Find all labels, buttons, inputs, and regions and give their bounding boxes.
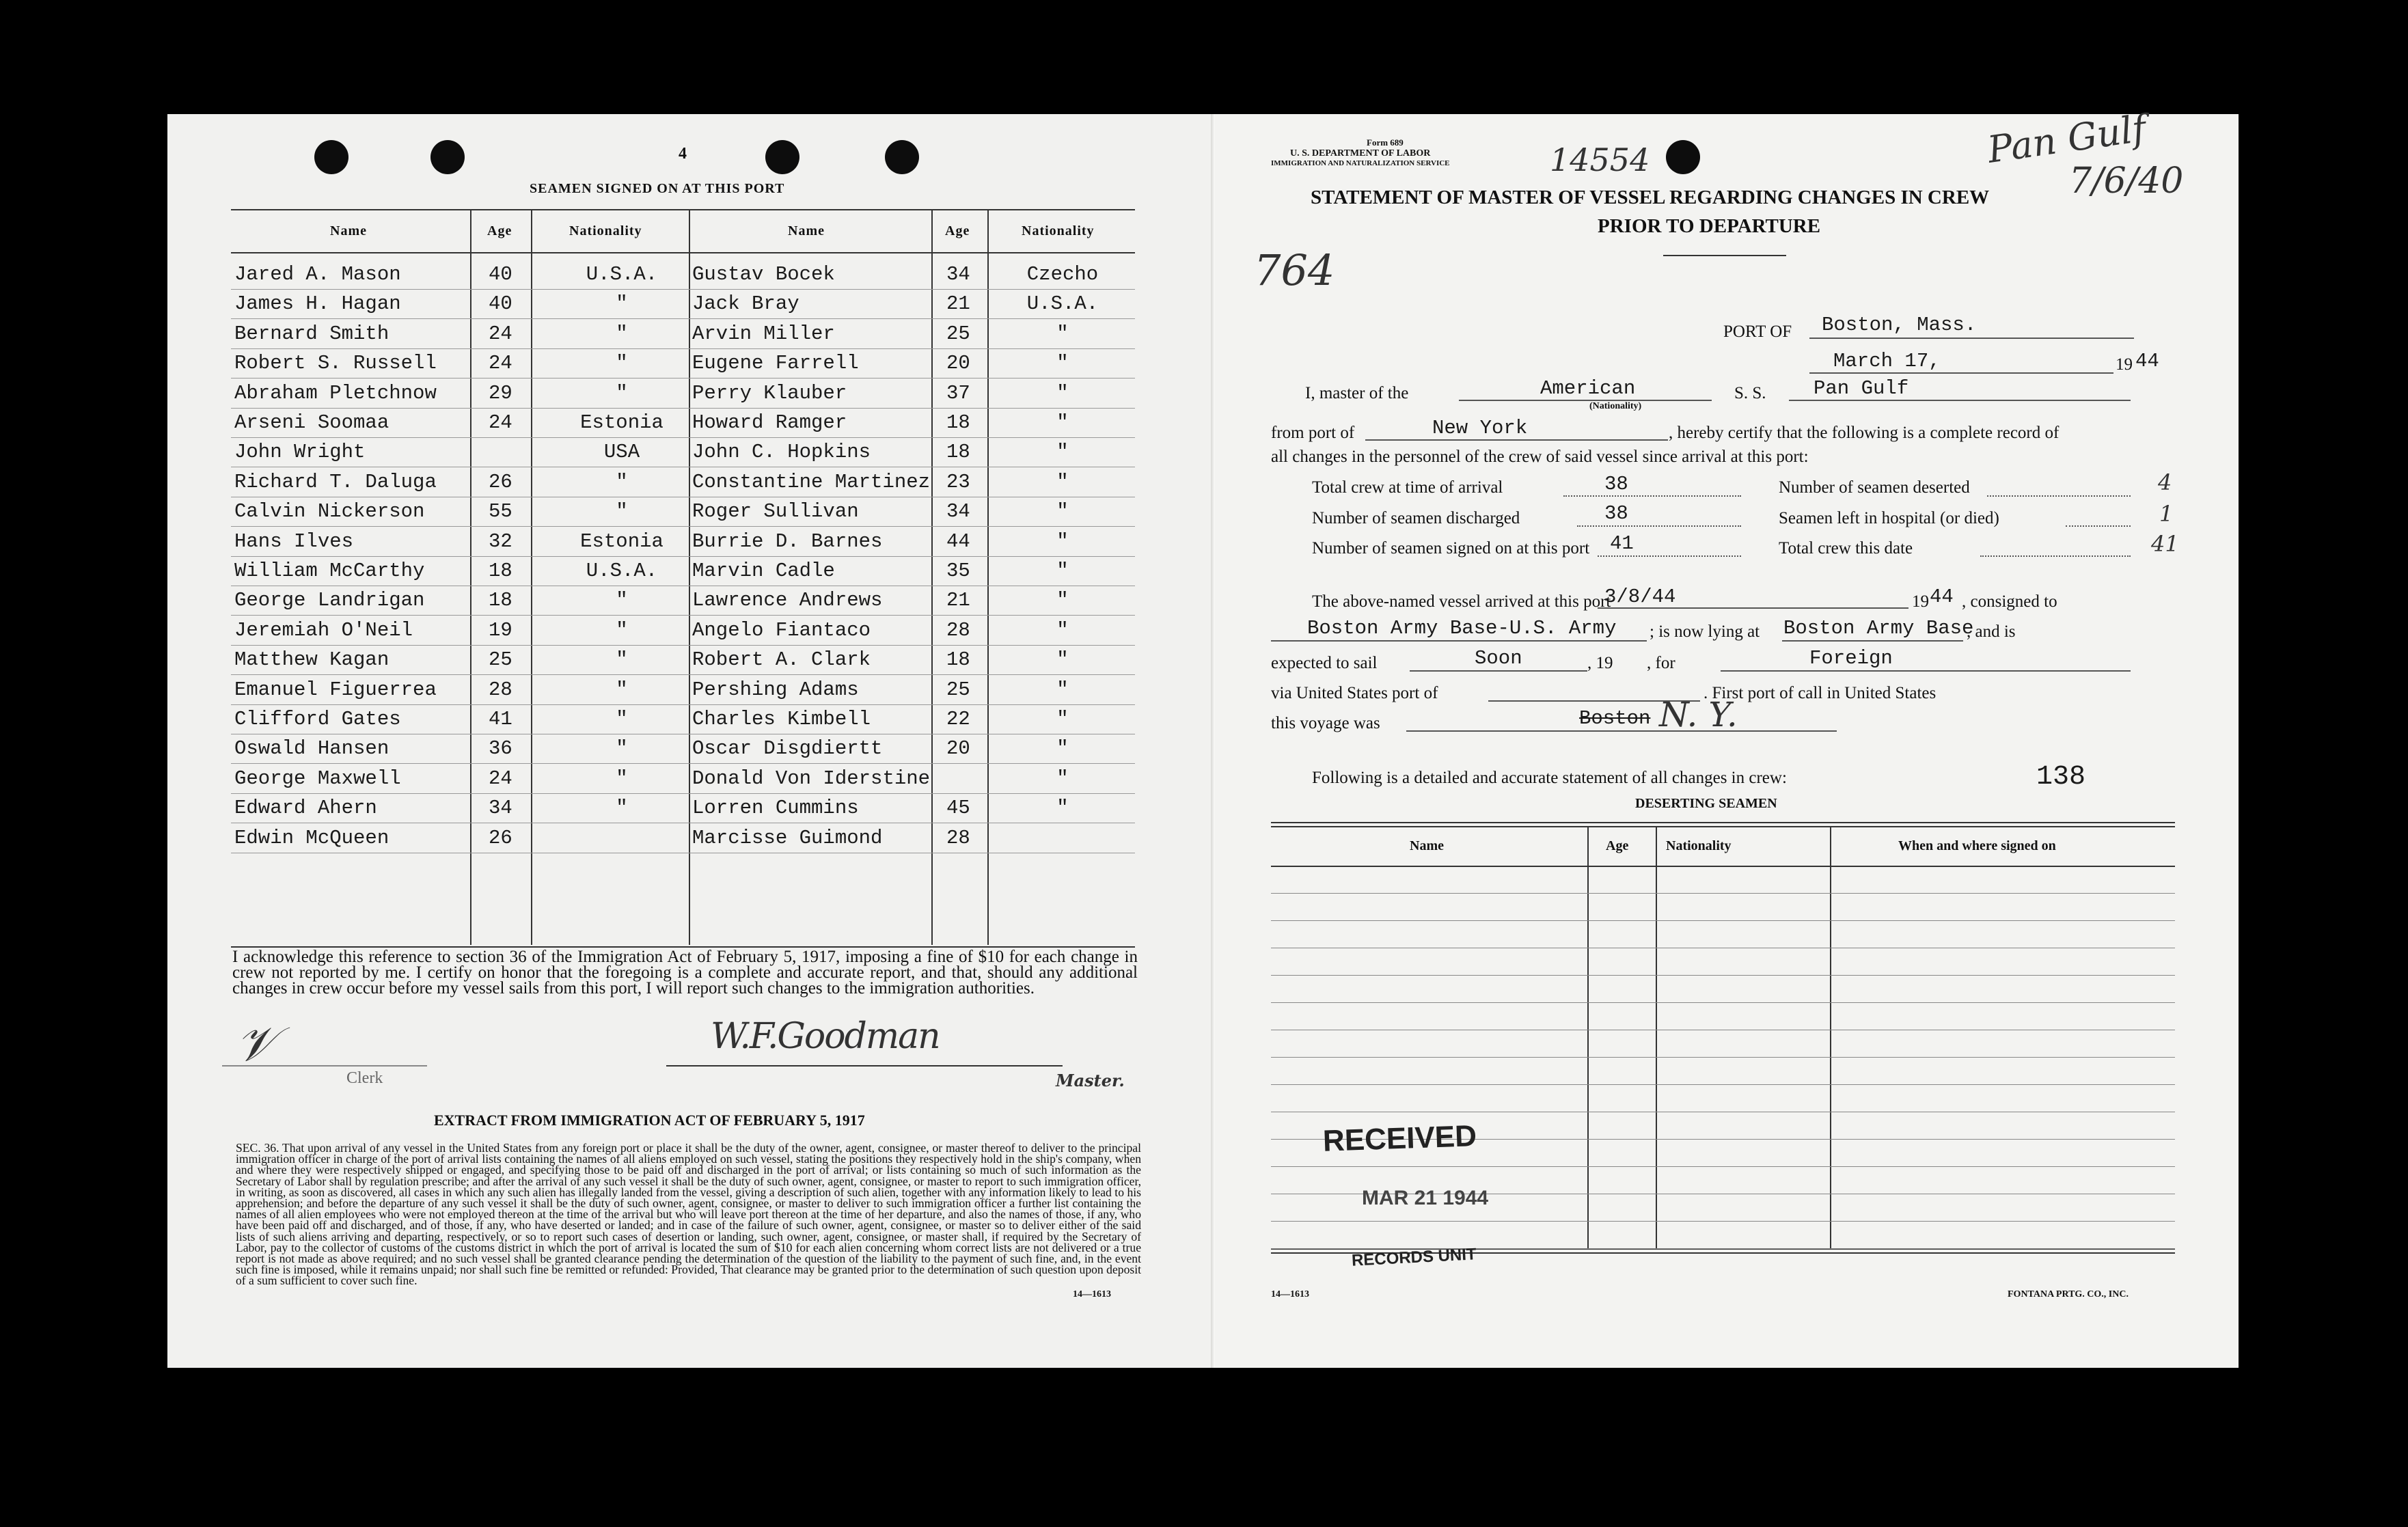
for-value: Foreign <box>1809 647 1893 670</box>
punch-hole <box>430 140 465 174</box>
master-label: Master. <box>1056 1071 1125 1090</box>
crew-name: Richard T. Daluga <box>234 470 437 493</box>
crew-age: 21 <box>946 292 970 316</box>
master-signature: W.F.Goodman <box>711 1016 940 1057</box>
crew-name: Eugene Farrell <box>692 352 859 375</box>
crew-age: 34 <box>946 500 970 523</box>
punch-hole <box>1666 140 1700 174</box>
crew-age: 40 <box>489 263 512 286</box>
crew-age: 34 <box>489 797 512 820</box>
crew-nationality: " <box>1056 618 1069 642</box>
desert-column-header: Nationality <box>1666 838 1732 853</box>
crew-name: Roger Sullivan <box>692 500 859 523</box>
clerk-label: Clerk <box>346 1069 383 1087</box>
crew-age: 28 <box>946 826 970 849</box>
crew-age: 55 <box>489 500 512 523</box>
crew-nationality: " <box>1056 470 1069 493</box>
voyage-label: this voyage was <box>1271 714 1380 732</box>
crew-name: Marcisse Guimond <box>692 826 883 849</box>
acknowledgement-text: I acknowledge this reference to section 36 of the Immigration Act of February 5, 1917, imposing a fine of $10 for each change in crew not reported by me. I certify on honor that the foregoing is a complete and accurate report, and that, should any additional changes in crew occur before my vessel sails from this port, I will report such changes to the immigration authorities. <box>232 948 1138 998</box>
desert-column-header: Name <box>1410 838 1444 853</box>
crew-name: Perry Klauber <box>692 381 847 404</box>
voyage-hand: N. Y. <box>1659 695 1738 734</box>
crew-nationality: " <box>1056 708 1069 730</box>
crew-name: Oswald Hansen <box>234 737 389 760</box>
crew-nationality: " <box>616 292 628 316</box>
crew-name: Edwin McQueen <box>234 826 389 849</box>
crew-age: 40 <box>489 292 512 316</box>
crew-nationality: " <box>1056 560 1069 582</box>
stat-total-arrival: 38 <box>1604 473 1628 495</box>
stamp-date: MAR 21 1944 <box>1362 1187 1489 1209</box>
crew-nationality: USA <box>603 441 640 464</box>
and-is-label: , and is <box>1967 622 2016 641</box>
crew-name: Robert A. Clark <box>692 648 871 672</box>
crew-name: Lawrence Andrews <box>692 589 883 612</box>
crew-age: 35 <box>946 560 970 582</box>
year-value: 44 <box>2135 350 2159 372</box>
crew-name: Matthew Kagan <box>234 648 389 672</box>
crew-nationality: " <box>616 589 628 612</box>
deserting-title: DESERTING SEAMEN <box>1635 796 1777 811</box>
crew-name: Howard Ramger <box>692 411 847 434</box>
crew-name: Jack Bray <box>692 292 799 316</box>
crew-nationality: " <box>616 737 628 760</box>
crew-age: 24 <box>489 352 512 375</box>
consignee: Boston Army Base-U.S. Army <box>1307 617 1617 639</box>
crew-nationality: " <box>1056 411 1069 434</box>
footer-left: 14—1613 <box>1271 1289 1309 1299</box>
crew-nationality: " <box>616 470 628 493</box>
arrived-label: The above-named vessel arrived at this port <box>1312 592 1611 611</box>
footer-right: FONTANA PRTG. CO., INC. <box>2008 1289 2129 1299</box>
right-page <box>1215 107 2239 1368</box>
section-title: SEAMEN SIGNED ON AT THIS PORT <box>530 181 785 196</box>
sail-value: Soon <box>1475 647 1522 670</box>
file-number: 14554 <box>1550 141 1650 178</box>
crew-name: Marvin Cadle <box>692 560 835 582</box>
column-header: Name <box>330 223 367 238</box>
crew-age: 22 <box>946 708 970 730</box>
extract-text: SEC. 36. That upon arrival of any vessel in the United States from any foreign port or place it shall be the duty of the owner, agent, consignee, or master thereof to deliver to the principal immigration officer in charge of the port of arrival lists containing the names of all aliens employed on such vessel, stating the positions they respectively hold in the ship's company, when and where they were respectively shipped or engaged, and specifying those to be paid off and discharged in the port of arrival; or lists containing so much of such information as the Secretary of Labor shall by regulation prescribe; and after the arrival of any such vessel it shall be the duty of such owner, agent, consignee, or master to report to such immigration officer, in writing, as soon as discovered, all cases in which any such alien has illegally landed from the vessel, giving a description of such alien, together with any information likely to lead to his apprehension; and before the departure of any such vessel it shall be the duty of such owner, agent, consignee, or master to deliver to such immigration officer a further list containing the names of all alien employees who were not employed thereon at the time of the arrival but who will leave port thereon at the time of her departure, and also the names of those, if any, who have been paid off and discharged, and of those, if any, who have deserted or landed; and in case of the failure of such owner, agent, consignee, or master so to deliver either of the said lists of such aliens arriving and departing, respectively, or so to report such cases of desertion or landing, such owner, agent, consignee, or master shall, if required by the Secretary of Labor, pay to the collector of customs of the customs district in which the port of arrival is located the sum of $10 for each alien concerning whom correct lists are not delivered or a true report is not made as above required; and no such vessel shall be granted clearance pending the determination of the question of the liability to the payment of such fine, and, in the event such fine is imposed, while it remains unpaid; nor shall such fine be remitted or refunded: Provided, That clearance may be granted prior to the determination of such question upon deposit of a sum sufficient to cover such fine. <box>236 1141 1141 1288</box>
crew-age: 18 <box>489 589 512 612</box>
crew-nationality: " <box>1056 797 1069 820</box>
crew-name: Lorren Cummins <box>692 797 859 820</box>
crew-nationality: " <box>1056 322 1069 345</box>
year-prefix: 19 <box>2116 355 2133 374</box>
crew-name: Oscar Disgdiertt <box>692 737 883 760</box>
crew-nationality: " <box>1056 767 1069 790</box>
crew-name: Calvin Nickerson <box>234 500 425 523</box>
crew-name: Edward Ahern <box>234 797 377 820</box>
crew-nationality: " <box>1056 352 1069 375</box>
crew-age: 21 <box>946 589 970 612</box>
form-code: 14—1613 <box>1073 1289 1111 1299</box>
crew-nationality: " <box>616 708 628 730</box>
punch-hole <box>765 140 799 174</box>
first-port-label: . First port of call in United States <box>1704 684 1937 702</box>
lying-at: Boston Army Base <box>1783 617 1974 639</box>
crew-age: 28 <box>489 678 512 701</box>
stat-hospital: 1 <box>2159 501 2174 527</box>
crew-name: John C. Hopkins <box>692 441 871 464</box>
crew-nationality: U.S.A. <box>1026 292 1099 316</box>
desert-column-header: When and where signed on <box>1898 838 2056 853</box>
arrived-year: 44 <box>1930 586 1954 608</box>
column-header: Name <box>788 223 825 238</box>
crew-age: 25 <box>946 322 970 345</box>
crew-age: 23 <box>946 470 970 493</box>
crew-age: 36 <box>489 737 512 760</box>
sail-year-prefix: , 19 <box>1587 654 1613 672</box>
crew-age: 20 <box>946 352 970 375</box>
crew-name: Angelo Fiantaco <box>692 618 871 642</box>
page-number: 4 <box>679 145 687 163</box>
stat-label: Total crew at time of arrival <box>1312 478 1503 497</box>
received-stamp: RECEIVED <box>1322 1119 1477 1158</box>
stat-label: Total crew this date <box>1779 539 1913 558</box>
crew-nationality: " <box>1056 678 1069 701</box>
crew-name: Donald Von Iderstine <box>692 767 931 790</box>
crew-name: Jeremiah O'Neil <box>234 618 413 642</box>
crew-age: 28 <box>946 618 970 642</box>
crew-age: 34 <box>946 263 970 286</box>
crew-nationality: " <box>1056 381 1069 404</box>
certify-text: , hereby certify that the following is a complete record of <box>1669 424 2060 442</box>
crew-age: 24 <box>489 411 512 434</box>
crew-nationality: U.S.A. <box>586 560 658 582</box>
stat-deserted: 4 <box>2158 469 2172 495</box>
port-value: Boston, Mass. <box>1822 314 1977 336</box>
crew-name: Emanuel Figuerrea <box>234 678 437 701</box>
from-port-value: New York <box>1432 417 1528 439</box>
form-subtitle: PRIOR TO DEPARTURE <box>1598 215 1821 237</box>
form-title: STATEMENT OF MASTER OF VESSEL REGARDING CHANGES IN CREW <box>1311 187 1990 208</box>
column-header: Age <box>945 223 970 238</box>
crew-name: Arvin Miller <box>692 322 835 345</box>
crew-age: 44 <box>946 529 970 553</box>
crew-name: Abraham Pletchnow <box>234 381 437 404</box>
service: IMMIGRATION AND NATURALIZATION SERVICE <box>1271 159 1450 167</box>
stat-label: Seamen left in hospital (or died) <box>1779 509 1999 527</box>
crew-name: Clifford Gates <box>234 708 401 730</box>
arrived-date: 3/8/44 <box>1604 586 1676 608</box>
column-header: Age <box>487 223 512 238</box>
form-number: Form 689 <box>1367 137 1404 148</box>
crew-age: 45 <box>946 797 970 820</box>
crew-age: 25 <box>946 678 970 701</box>
crew-nationality: " <box>1056 648 1069 672</box>
crew-nationality: " <box>616 322 628 345</box>
number-138: 138 <box>2036 762 2086 793</box>
voyage-struck: Boston <box>1579 707 1651 730</box>
signature-initial: 𝒱 <box>236 1016 276 1072</box>
crew-nationality: Estonia <box>580 529 663 553</box>
crew-nationality: " <box>616 381 628 404</box>
crew-nationality: Czecho <box>1026 263 1099 286</box>
crew-nationality: " <box>616 648 628 672</box>
handwritten-ship: Pan Gulf <box>1984 107 2149 171</box>
nationality-value: American <box>1540 377 1636 400</box>
desert-column-header: Age <box>1606 838 1629 853</box>
crew-nationality: " <box>1056 737 1069 760</box>
stat-total-date: 41 <box>2151 531 2179 557</box>
crew-name: William McCarthy <box>234 560 425 582</box>
crew-nationality: " <box>616 678 628 701</box>
crew-age: 26 <box>489 470 512 493</box>
nationality-caption: (Nationality) <box>1589 401 1642 411</box>
master-of-label: I, master of the <box>1305 384 1409 402</box>
handwritten-764: 764 <box>1254 245 1335 295</box>
crew-name: Gustav Bocek <box>692 263 835 286</box>
date-value: March 17, <box>1833 350 1941 372</box>
department: U. S. DEPARTMENT OF LABOR <box>1290 148 1431 159</box>
crew-name: Robert S. Russell <box>234 352 437 375</box>
stat-signed: 41 <box>1610 532 1634 555</box>
records-unit-stamp: RECORDS UNIT <box>1351 1245 1477 1270</box>
crew-name: John Wright <box>234 441 366 464</box>
column-header: Nationality <box>569 223 642 238</box>
crew-nationality: " <box>1056 441 1069 464</box>
extract-title: EXTRACT FROM IMMIGRATION ACT OF FEBRUARY 5, 1917 <box>434 1112 865 1129</box>
crew-nationality: Estonia <box>580 411 663 434</box>
crew-name: George Maxwell <box>234 767 401 790</box>
following-label: Following is a detailed and accurate statement of all changes in crew: <box>1312 769 1787 787</box>
crew-age: 37 <box>946 381 970 404</box>
crew-name: Jared A. Mason <box>234 263 401 286</box>
crew-name: Bernard Smith <box>234 322 389 345</box>
arrived-year-prefix: 19 <box>1912 592 1929 611</box>
stat-label: Number of seamen discharged <box>1312 509 1520 527</box>
crew-age: 18 <box>946 441 970 464</box>
crew-age: 20 <box>946 737 970 760</box>
crew-age: 32 <box>489 529 512 553</box>
ship-name: Pan Gulf <box>1814 377 1909 400</box>
crew-age: 24 <box>489 767 512 790</box>
crew-age: 24 <box>489 322 512 345</box>
crew-nationality: " <box>1056 589 1069 612</box>
crew-age: 25 <box>489 648 512 672</box>
crew-name: Arseni Soomaa <box>234 411 389 434</box>
crew-nationality: " <box>1056 529 1069 553</box>
consigned-label: , consigned to <box>1962 592 2057 611</box>
crew-name: George Landrigan <box>234 589 425 612</box>
stat-label: Number of seamen deserted <box>1779 478 1970 497</box>
via-label: via United States port of <box>1271 684 1438 702</box>
for-label: , for <box>1647 654 1675 672</box>
crew-nationality: " <box>616 500 628 523</box>
stat-discharged: 38 <box>1604 502 1628 525</box>
crew-nationality: " <box>616 767 628 790</box>
crew-age: 18 <box>946 411 970 434</box>
crew-name: Burrie D. Barnes <box>692 529 883 553</box>
ss-label: S. S. <box>1734 384 1766 402</box>
crew-age: 29 <box>489 381 512 404</box>
crew-age: 18 <box>489 560 512 582</box>
port-label: PORT OF <box>1723 322 1792 341</box>
crew-nationality: U.S.A. <box>586 263 658 286</box>
crew-nationality: " <box>616 797 628 820</box>
crew-name: Charles Kimbell <box>692 708 871 730</box>
stat-label: Number of seamen signed on at this port <box>1312 539 1590 558</box>
left-page <box>167 114 1216 1368</box>
sail-label: expected to sail <box>1271 654 1378 672</box>
crew-nationality: " <box>616 618 628 642</box>
certify-text-2: all changes in the personnel of the crew of said vessel since arrival at this port: <box>1271 448 1809 466</box>
crew-name: Constantine Martinez <box>692 470 931 493</box>
crew-age: 18 <box>946 648 970 672</box>
column-header: Nationality <box>1022 223 1095 238</box>
crew-name: Pershing Adams <box>692 678 859 701</box>
crew-nationality: " <box>1056 500 1069 523</box>
crew-name: James H. Hagan <box>234 292 401 316</box>
crew-age: 19 <box>489 618 512 642</box>
from-port-label: from port of <box>1271 424 1355 442</box>
lying-label: ; is now lying at <box>1650 622 1760 641</box>
crew-name: Hans Ilves <box>234 529 354 553</box>
punch-hole <box>885 140 919 174</box>
punch-hole <box>314 140 348 174</box>
crew-age: 41 <box>489 708 512 730</box>
handwritten-date: 7/6/40 <box>2069 161 2184 202</box>
crew-age: 26 <box>489 826 512 849</box>
crew-nationality: " <box>616 352 628 375</box>
